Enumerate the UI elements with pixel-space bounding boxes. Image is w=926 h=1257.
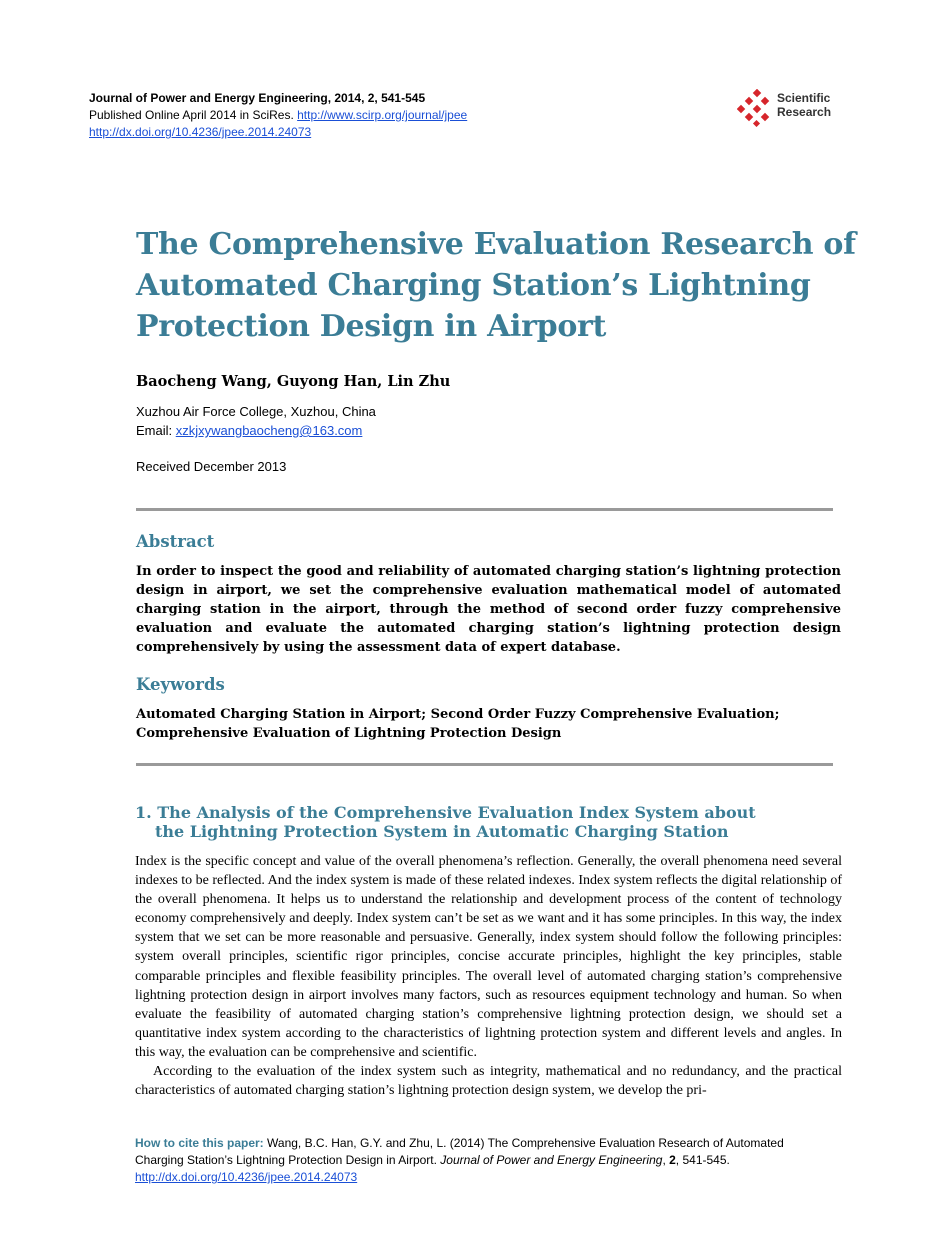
email-link[interactable]: xzkjxywangbaocheng@163.com	[175, 423, 363, 438]
section-1-heading	[135, 803, 756, 841]
published-text: Published Online April 2014 in SciRes.	[89, 108, 298, 122]
citation-journal: Journal of Power and Energy Engineering	[440, 1153, 663, 1167]
paragraph-1: Index is the specific concept and value of the overall phenomena’s reflection. Generally, the overall phenomena need several indexes to be reflected. And the index system is made of these related indexes. Index system reflects the digital relationship of the overall phenomena. It helps us to understand the relationship and development process of the content of technology economy comprehensively and deeply. Index system can’t be set as we want and it has some principles. In this way, the index system that we set can be more reasonable and persuasive. Generally, index system should follow the following principles: system overall principles, scientific rigor principles, concise accurate principles, highlight the key principles, stable comparable principles and flexible feasibility principles. The overall level of automated charging station’s comprehensive lightning protection design in airport involves many factors, such as resources equipment technology and human. So when evaluate the feasibility of automated charging station’s comprehensive lightning protection design, we should set a quantitative index system according to the characteristics of lightning protection system and different levels and angles. In this way, the evaluation can be comprehensive and scientific.	[135, 854, 842, 1060]
scientific-research-logo	[737, 89, 847, 129]
journal-name: Journal of Power and Energy Engineering, 2014, 2, 541-545	[89, 91, 426, 105]
section-1-body	[135, 852, 842, 1100]
citation-volume: 2	[669, 1153, 676, 1167]
citation-pages: , 541-545.	[675, 1153, 730, 1167]
journal-url-link[interactable]: http://www.scirp.org/journal/jpee	[297, 108, 468, 122]
paragraph-2: According to the evaluation of the index system such as integrity, mathematical and no redundancy, and the practical characteristics of automated charging station’s lightning protection design system, we develop the pri-	[135, 1064, 842, 1099]
keywords-line-1: Automated Charging Station in Airport; Second Order Fuzzy Comprehensive Evaluation;	[136, 707, 780, 722]
citation-sep: ,	[662, 1153, 670, 1167]
doi-link[interactable]: http://dx.doi.org/10.4236/jpee.2014.24073	[89, 125, 312, 139]
keywords-line-2: Comprehensive Evaluation of Lightning Protection Design	[136, 726, 562, 741]
citation-label: How to cite this paper:	[135, 1136, 264, 1150]
logo-diamond-icon	[737, 89, 775, 127]
email-line	[136, 421, 376, 440]
abstract-text: In order to inspect the good and reliability of automated charging station’s lightning protection design in airport, we set the comprehensive evaluation mathematical model of automated charging station in the airport, through the method of second order fuzzy comprehensive evaluation and evaluate the automated charging station’s lightning protection design comprehensively by using the assessment data of expert database.	[136, 564, 841, 655]
keywords-text	[136, 705, 836, 743]
abstract-heading: Abstract	[136, 532, 215, 551]
citation-block	[135, 1135, 835, 1186]
journal-header	[89, 90, 467, 141]
authors: Baocheng Wang, Guyong Han, Lin Zhu	[136, 373, 451, 390]
paper-title: The Comprehensive Evaluation Research of Automated Charging Station’s Lightning Protection Design in Airport	[136, 227, 856, 344]
citation-doi-link[interactable]: http://dx.doi.org/10.4236/jpee.2014.24073	[135, 1170, 358, 1184]
logo-line-1: Scientific	[777, 91, 831, 105]
divider-top	[136, 508, 833, 511]
affiliation: Xuzhou Air Force College, Xuzhou, China	[136, 404, 376, 419]
published-line	[89, 107, 467, 124]
logo-line-2: Research	[777, 105, 832, 119]
email-label: Email:	[136, 423, 176, 438]
divider-bottom	[136, 763, 833, 766]
section-1-heading-line-1: 1. The Analysis of the Comprehensive Evaluation Index System about	[135, 803, 756, 822]
affiliation-block	[136, 402, 376, 440]
logo-text	[777, 91, 831, 119]
section-1-heading-line-2: the Lightning Protection System in Automatic Charging Station	[155, 822, 729, 841]
received-date: Received December 2013	[136, 459, 287, 474]
keywords-heading: Keywords	[136, 675, 225, 694]
citation-text: Wang, B.C. Han, G.Y. and Zhu, L. (2014) The Comprehensive Evaluation Research of Automated Charging Station’s Lightning Protection Design in Airport.	[135, 1136, 784, 1167]
